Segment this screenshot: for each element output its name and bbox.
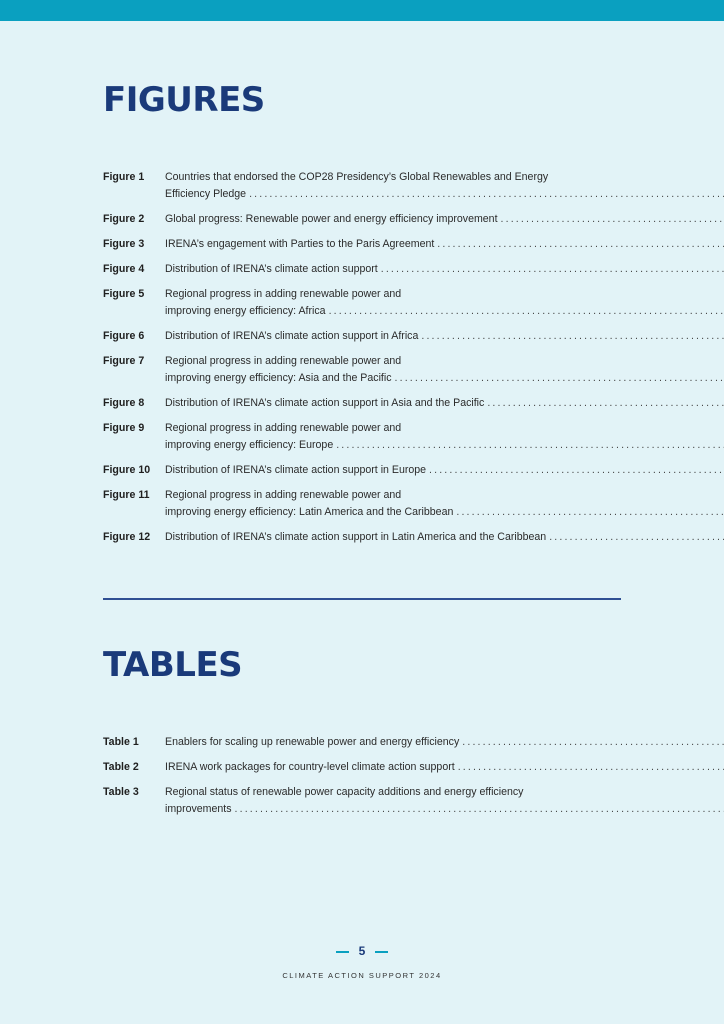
dot-leader <box>501 211 724 228</box>
dot-leader <box>456 504 724 521</box>
publication-title: CLIMATE ACTION SUPPORT 2024 <box>282 971 442 980</box>
entry-label: Figure 1 <box>103 171 145 183</box>
entry-body <box>165 211 724 228</box>
entry-line <box>165 784 724 801</box>
figure-entry[interactable] <box>103 211 621 228</box>
figure-entry[interactable] <box>103 529 621 546</box>
dot-leader <box>429 462 724 479</box>
entry-body <box>165 529 724 546</box>
footer-dash-left <box>336 951 349 953</box>
entry-body <box>165 784 724 818</box>
entry-title-text: Countries that endorsed the COP28 Presidency’s Global Renewables and Energy <box>165 171 549 183</box>
entry-line <box>165 734 724 751</box>
figure-entry[interactable] <box>103 487 621 521</box>
tables-list <box>103 734 621 826</box>
entry-line <box>165 186 724 203</box>
entry-label: Figure 4 <box>103 263 145 275</box>
dot-leader <box>487 395 724 412</box>
entry-line <box>165 801 724 818</box>
entry-label: Figure 9 <box>103 422 145 434</box>
dot-leader <box>336 437 724 454</box>
entry-line <box>165 504 724 521</box>
entry-line <box>165 303 724 320</box>
entry-title-text: IRENA’s engagement with Parties to the Paris Agreement <box>165 238 435 250</box>
entry-title-text: Distribution of IRENA’s climate action support in Africa <box>165 330 419 342</box>
entry-body <box>165 462 724 479</box>
entry-title-text: Global progress: Renewable power and energy efficiency improvement <box>165 213 498 225</box>
entry-body <box>165 487 724 521</box>
entry-label: Figure 6 <box>103 330 145 342</box>
page-number: 5 <box>358 944 366 958</box>
entry-label: Table 3 <box>103 786 139 798</box>
top-color-bar <box>0 0 724 21</box>
entry-title-text: Regional status of renewable power capacity additions and energy efficiency <box>165 786 524 798</box>
tables-heading: TABLES <box>103 645 243 685</box>
entry-title-text: Regional progress in adding renewable power and <box>165 489 402 501</box>
entry-line <box>165 420 724 437</box>
entry-line <box>165 462 724 479</box>
entry-line <box>165 437 724 454</box>
entry-title-text: Enablers for scaling up renewable power and energy efficiency <box>165 736 460 748</box>
table-entry[interactable] <box>103 784 621 818</box>
entry-label: Figure 5 <box>103 288 145 300</box>
entry-title-text: IRENA work packages for country-level climate action support <box>165 761 455 773</box>
figure-entry[interactable] <box>103 420 621 454</box>
dot-leader <box>458 759 724 776</box>
figure-entry[interactable] <box>103 286 621 320</box>
figure-entry[interactable] <box>103 169 621 203</box>
table-entry[interactable] <box>103 734 621 751</box>
entry-label: Figure 11 <box>103 489 150 501</box>
figures-list <box>103 169 621 554</box>
dot-leader <box>329 303 724 320</box>
figures-heading: FIGURES <box>103 80 265 120</box>
entry-label: Figure 7 <box>103 355 145 367</box>
page-number-footer <box>0 944 724 958</box>
entry-label: Figure 12 <box>103 531 151 543</box>
entry-line <box>165 529 724 546</box>
entry-line <box>165 236 724 253</box>
dot-leader <box>235 801 724 818</box>
table-entry[interactable] <box>103 759 621 776</box>
entry-line <box>165 370 724 387</box>
entry-body <box>165 420 724 454</box>
entry-line <box>165 286 724 303</box>
dot-leader <box>437 236 724 253</box>
entry-label: Figure 3 <box>103 238 145 250</box>
dot-leader <box>381 261 724 278</box>
dot-leader <box>395 370 724 387</box>
entry-line <box>165 211 724 228</box>
entry-title-text: Distribution of IRENA’s climate action support in Europe <box>165 464 427 476</box>
figure-entry[interactable] <box>103 395 621 412</box>
section-divider <box>103 598 621 600</box>
entry-title-text: Distribution of IRENA’s climate action support <box>165 263 378 275</box>
entry-title-text: improving energy efficiency: Latin America and the Caribbean <box>165 506 454 518</box>
entry-line <box>165 395 724 412</box>
dot-leader <box>549 529 724 546</box>
entry-label: Figure 10 <box>103 464 151 476</box>
entry-body <box>165 286 724 320</box>
entry-line <box>165 487 724 504</box>
entry-body <box>165 169 724 203</box>
entry-body <box>165 261 724 278</box>
entry-line <box>165 328 724 345</box>
entry-label: Figure 2 <box>103 213 145 225</box>
entry-body <box>165 734 724 751</box>
entry-title-text: Regional progress in adding renewable power and <box>165 355 402 367</box>
entry-line <box>165 353 724 370</box>
entry-title-text: Regional progress in adding renewable power and <box>165 288 402 300</box>
entry-label: Table 2 <box>103 761 139 773</box>
footer-dash-right <box>375 951 388 953</box>
figure-entry[interactable] <box>103 328 621 345</box>
entry-title-text: improving energy efficiency: Africa <box>165 305 326 317</box>
entry-body <box>165 328 724 345</box>
entry-body <box>165 236 724 253</box>
entry-label: Table 1 <box>103 736 139 748</box>
entry-body <box>165 353 724 387</box>
entry-line <box>165 759 724 776</box>
entry-title-text: Regional progress in adding renewable power and <box>165 422 402 434</box>
figure-entry[interactable] <box>103 462 621 479</box>
entry-line <box>165 169 724 186</box>
figure-entry[interactable] <box>103 353 621 387</box>
entry-title-text: improving energy efficiency: Asia and the Pacific <box>165 372 392 384</box>
entry-body <box>165 395 724 412</box>
entry-title-text: Distribution of IRENA’s climate action support in Asia and the Pacific <box>165 397 485 409</box>
dot-leader <box>421 328 724 345</box>
figure-entry[interactable] <box>103 236 621 253</box>
entry-title-text: improvements <box>165 803 232 815</box>
entry-line <box>165 261 724 278</box>
entry-title-text: improving energy efficiency: Europe <box>165 439 334 451</box>
entry-title-text: Distribution of IRENA’s climate action support in Latin America and the Caribbean <box>165 531 547 543</box>
entry-body <box>165 759 724 776</box>
figure-entry[interactable] <box>103 261 621 278</box>
entry-title-text: Efficiency Pledge <box>165 188 247 200</box>
dot-leader <box>462 734 724 751</box>
entry-label: Figure 8 <box>103 397 145 409</box>
dot-leader <box>249 186 724 203</box>
